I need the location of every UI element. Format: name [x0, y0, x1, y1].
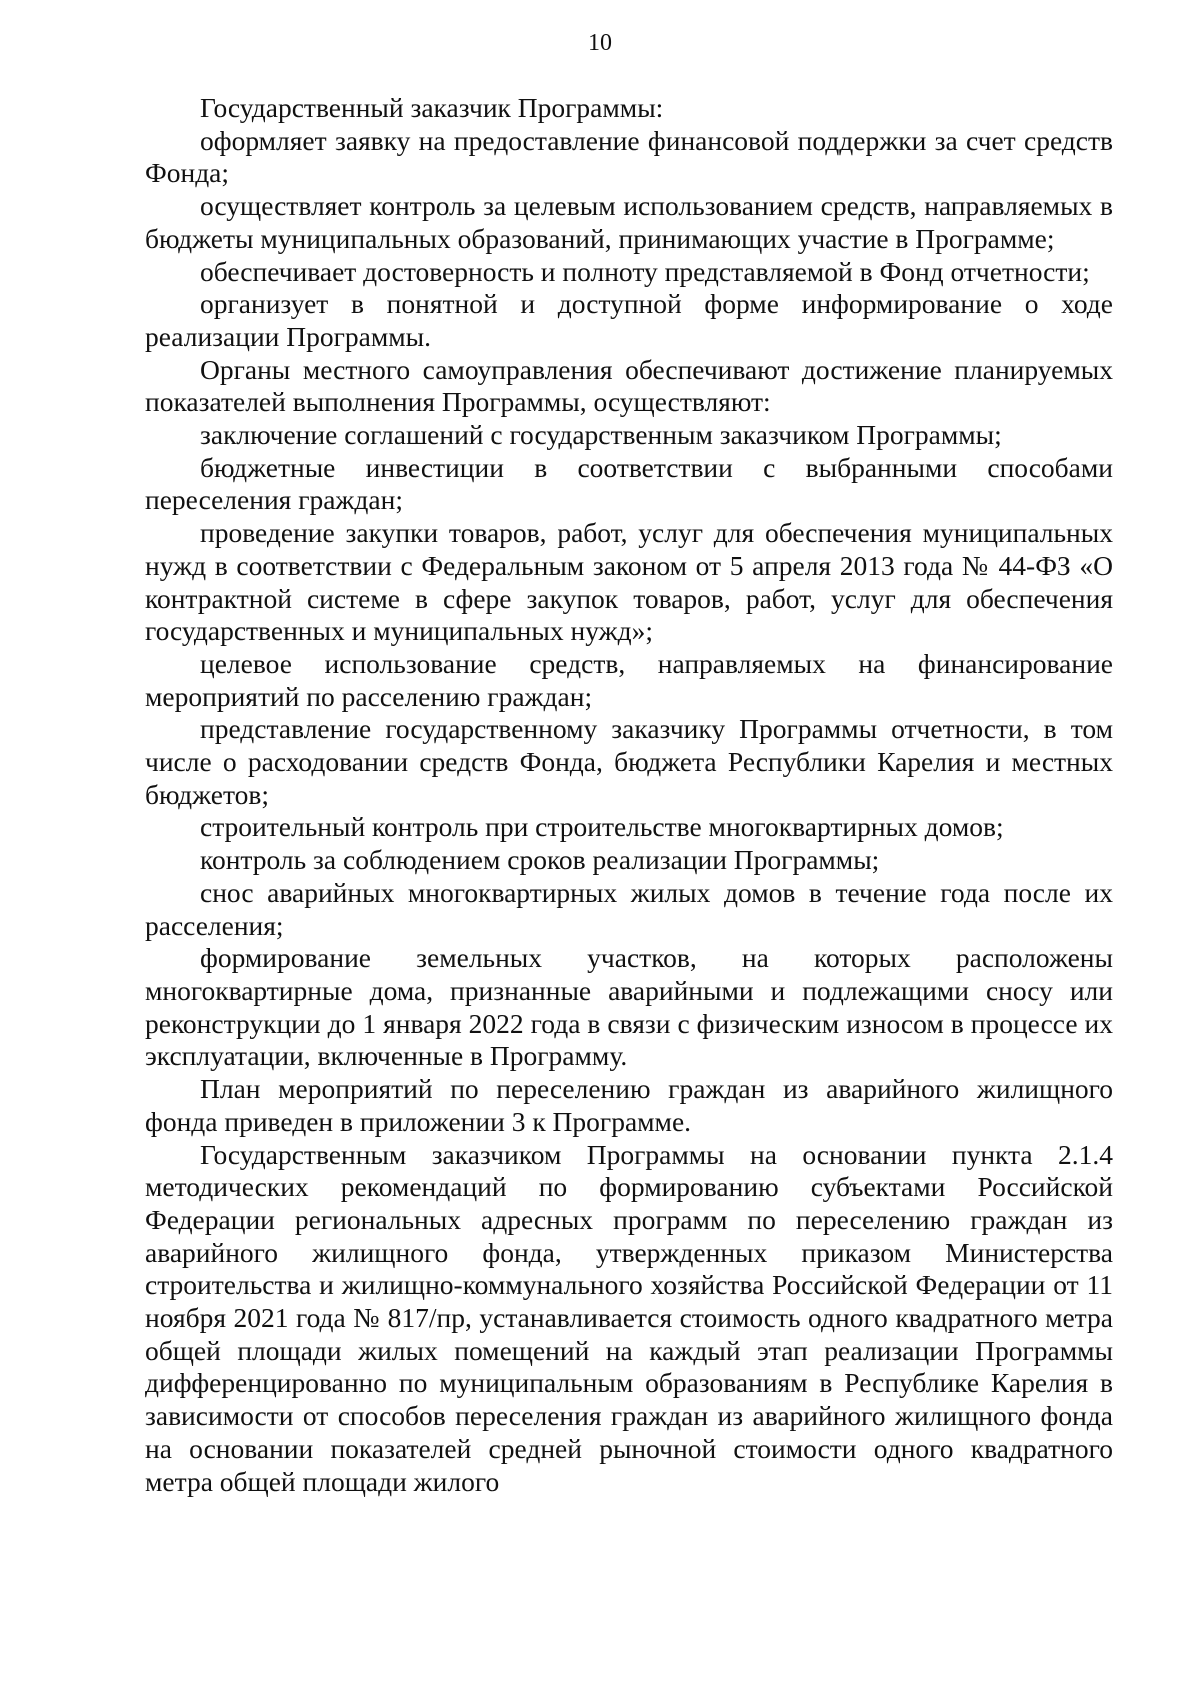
- paragraph-target-use: целевое использование средств, направляемых на финансирование мероприятий по расселению граждан;: [145, 647, 1113, 712]
- paragraph-deadline-control: контроль за соблюдением сроков реализации Программы;: [200, 844, 880, 876]
- paragraph-construction-control: строительный контроль при строительстве многоквартирных домов;: [200, 811, 1004, 843]
- paragraph-action-plan: План мероприятий по переселению граждан из аварийного жилищного фонда приведен в приложении 3 к Программе.: [145, 1073, 1113, 1137]
- paragraph-reporting: представление государственному заказчику Программы отчетности, в том числе о расходовании средств Фонда, бюджета Республики Карелия и местных бюджетов;: [145, 713, 1113, 810]
- paragraph-informing: организует в понятной и доступной форме информирование о ходе реализации Программы.: [145, 288, 1113, 352]
- paragraph-investments: бюджетные инвестиции в соответствии с выбранными способами переселения граждан;: [145, 451, 1113, 516]
- paragraph-local-authorities: Органы местного самоуправления обеспечивают достижение планируемых показателей выполнения Программы, осуществляют:: [145, 353, 1113, 418]
- paragraph-application: оформляет заявку на предоставление финансовой поддержки за счет средств Фонда;: [145, 124, 1113, 189]
- paragraph-procurement: проведение закупки товаров, работ, услуг для обеспечения муниципальных нужд в соответствии с Федеральным законом от 5 апреля 2013 года № 44-ФЗ «О контрактной системе в сфере закупок товаров, работ, услуг для обеспечения государственных и муниципальных нужд»;: [145, 517, 1113, 647]
- paragraph-control-funds: осуществляет контроль за целевым использованием средств, направляемых в бюджеты муниципальных образований, принимающих участие в Программе;: [145, 190, 1113, 254]
- paragraph-land-plots: формирование земельных участков, на которых расположены многоквартирные дома, признанные аварийными и подлежащими сносу или реконструкции до 1 января 2022 года в связи с физическим износом в процессе их эксплуатации, включенные в Программу.: [145, 942, 1113, 1072]
- paragraph-cost-per-meter: Государственным заказчиком Программы на основании пункта 2.1.4 методических рекомендаций по формированию субъектами Российской Федерации региональных адресных программ по переселению граждан из аварийного жилищного фонда, утвержденных приказом Министерства строительства и жилищно-коммунального хозяйства Российской Федерации от 11 ноября 2021 года № 817/пр, устанавливается стоимость одного квадратного метра общей площади жилых помещений на каждый этап реализации Программы дифференцированно по муниципальным образованиям в Республике Карелия в зависимости от способов переселения граждан из аварийного жилищного фонда на основании показателей средней рыночной стоимости одного квадратного метра общей площади жилого: [145, 1138, 1113, 1497]
- page-number: 10: [588, 30, 612, 56]
- paragraph-demolition: снос аварийных многоквартирных жилых домов в течение года после их расселения;: [145, 876, 1113, 941]
- paragraph-reporting-accuracy: обеспечивает достоверность и полноту представляемой в Фонд отчетности;: [200, 255, 1090, 287]
- paragraph-customer-heading: Государственный заказчик Программы:: [200, 92, 664, 123]
- paragraph-agreements: заключение соглашений с государственным заказчиком Программы;: [200, 419, 1002, 451]
- document-body: [145, 92, 1113, 1498]
